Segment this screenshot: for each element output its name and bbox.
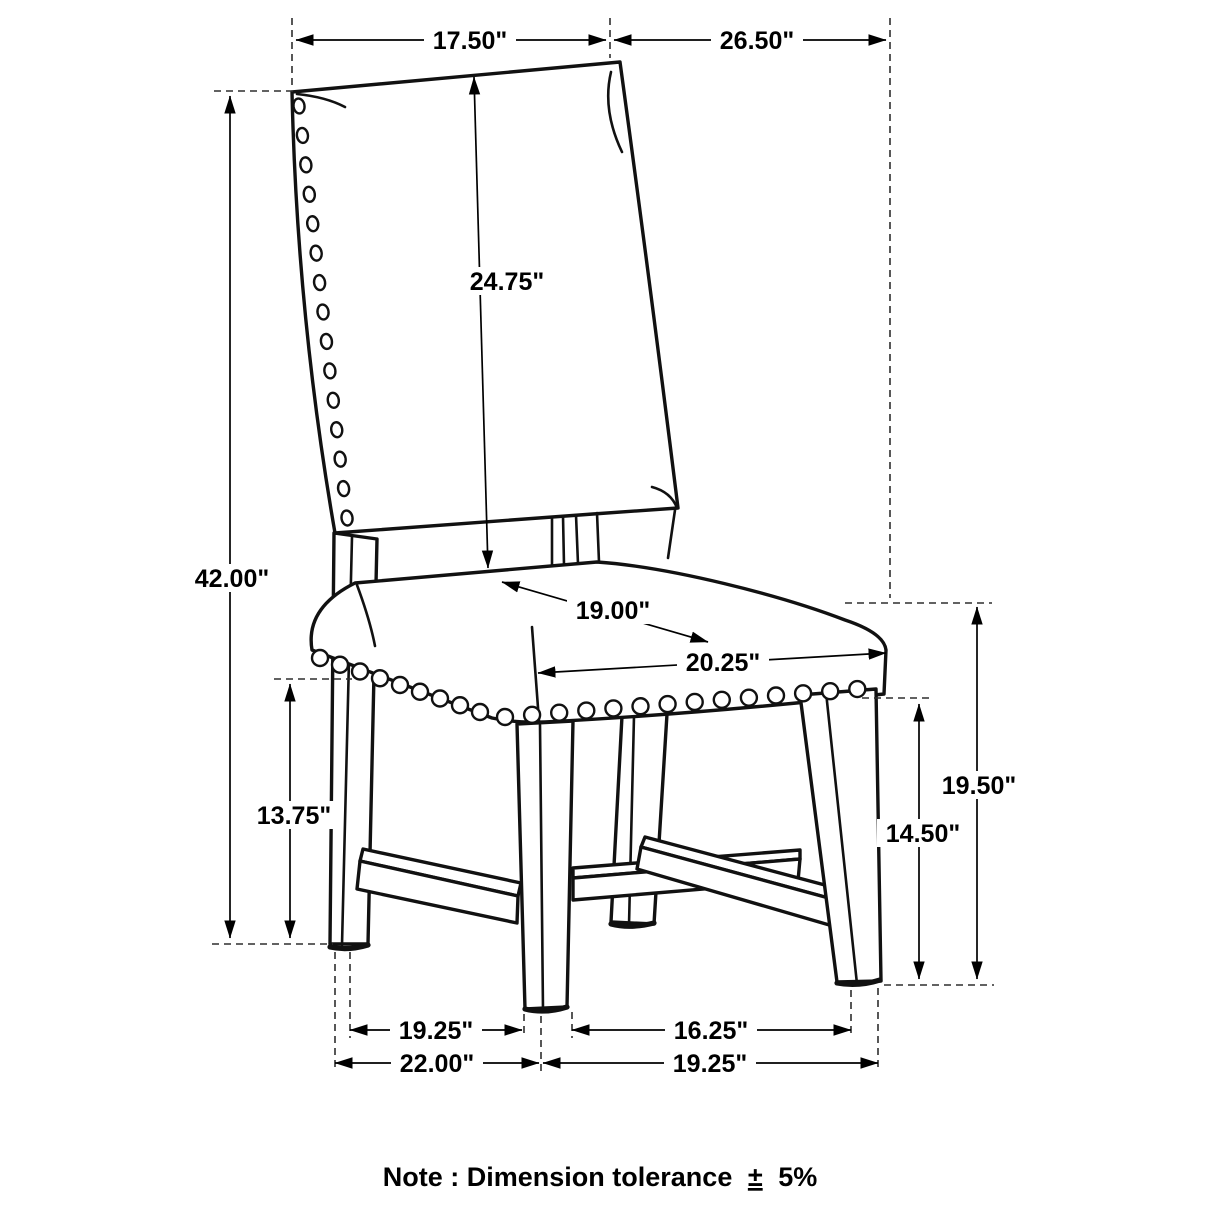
nailhead [795, 685, 811, 701]
nailhead [313, 274, 326, 290]
dim-seat-height [933, 607, 1025, 979]
dim-front-leg-span [572, 1016, 851, 1045]
nailhead [352, 664, 368, 680]
nailhead [633, 698, 649, 714]
dim-base-width [543, 1049, 878, 1078]
nailhead [432, 691, 448, 707]
dim-label-base-frame-height: 14.50" [885, 820, 961, 848]
dim-label-rear-to-front-leg-span: 19.25" [398, 1017, 474, 1045]
front-left-leg [517, 721, 573, 1010]
dim-label-back-leg-height: 13.75" [256, 802, 332, 830]
dim-label-seat-width: 20.25" [685, 649, 761, 677]
nailhead [392, 677, 408, 693]
nailhead [332, 657, 348, 673]
nailhead [312, 650, 328, 666]
dim-back-leg-height [248, 684, 340, 938]
tolerance-note-value: 5% [778, 1162, 818, 1192]
nailhead [330, 422, 343, 438]
dim-base-depth [335, 1049, 539, 1078]
dim-label-seat-depth: 19.00" [575, 597, 651, 625]
chair-feet [330, 923, 880, 1011]
nailhead [660, 696, 676, 712]
nailhead [849, 681, 865, 697]
dim-label-back-height: 24.75" [469, 268, 545, 296]
dim-label-front-leg-span: 16.25" [673, 1017, 749, 1045]
nailhead [412, 684, 428, 700]
nailhead [320, 333, 333, 349]
nailhead [372, 670, 388, 686]
dim-base-frame-height [877, 704, 969, 979]
nailhead [714, 692, 730, 708]
nailhead [452, 697, 468, 713]
nailhead [578, 703, 594, 719]
back-support-posts [552, 510, 675, 566]
chair-drawing [292, 62, 886, 1011]
dim-overall-depth [614, 26, 886, 55]
tolerance-note-plusminus: ± [747, 1162, 763, 1192]
front-right-leg [800, 689, 881, 984]
nailhead [303, 186, 316, 202]
nailhead [334, 451, 347, 467]
tolerance-note [383, 1162, 817, 1192]
nailhead [299, 157, 312, 173]
nailhead [341, 510, 354, 526]
nailhead [306, 216, 319, 232]
nailhead [497, 709, 513, 725]
nailhead [768, 688, 784, 704]
dim-label-overall-depth: 26.50" [719, 27, 795, 55]
stretcher-left [357, 849, 521, 923]
nailhead [605, 700, 621, 716]
nailhead [524, 707, 540, 723]
dim-label-base-depth: 22.00" [399, 1050, 475, 1078]
nailhead [323, 363, 336, 379]
nailhead [293, 98, 306, 114]
nailhead [741, 690, 757, 706]
nailhead [337, 480, 350, 496]
dim-label-seat-height: 19.50" [941, 772, 1017, 800]
dim-rear-to-front-leg-span [350, 1016, 522, 1045]
nailhead [327, 392, 340, 408]
nailhead [822, 683, 838, 699]
dim-back-width [296, 26, 606, 55]
nailhead [687, 694, 703, 710]
nailhead [310, 245, 323, 261]
dim-label-overall-height: 42.00" [194, 565, 270, 593]
nailhead [472, 704, 488, 720]
nailhead [317, 304, 330, 320]
dim-label-back-width: 17.50" [432, 27, 508, 55]
tolerance-note-prefix: Note : Dimension tolerance [382, 1162, 733, 1192]
nailhead [551, 705, 567, 721]
dim-label-base-width: 19.25" [672, 1050, 748, 1078]
nailhead [296, 127, 309, 143]
